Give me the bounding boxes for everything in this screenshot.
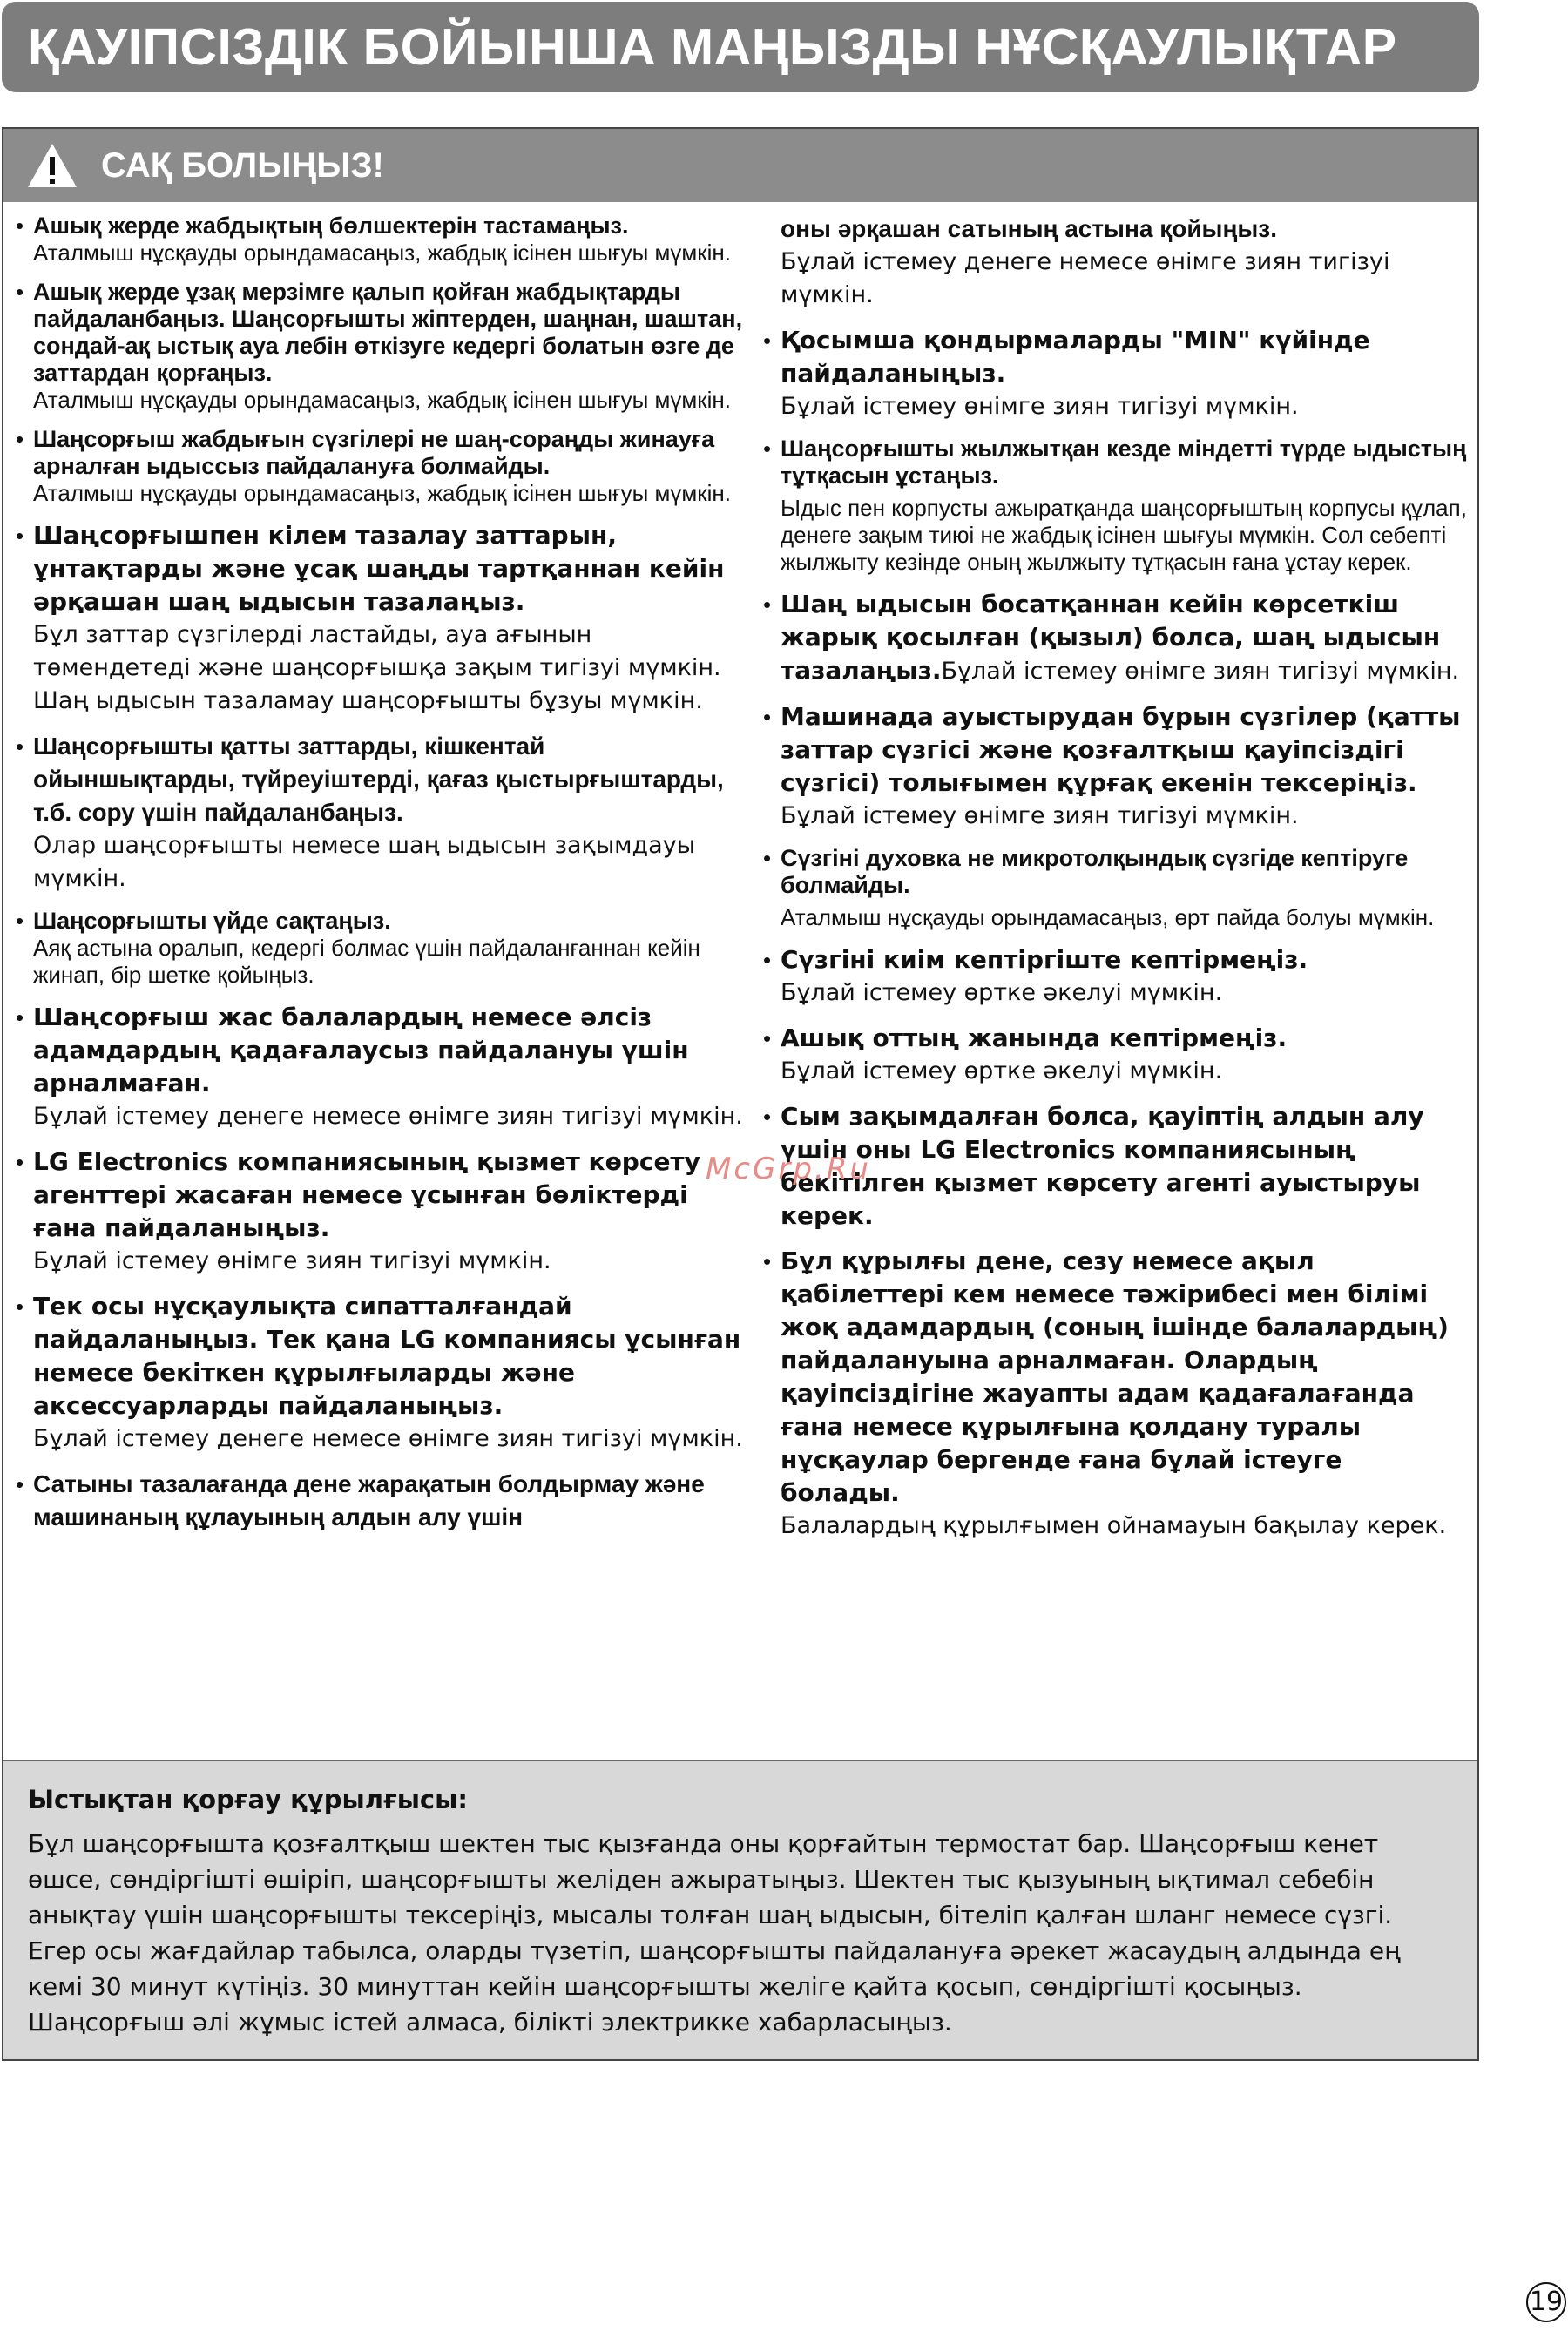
- list-item: [761, 845, 1467, 931]
- item-heading: • Шаңсорғышпен кілем тазалау заттарын, ұнтақтарды және ұсақ шаңды тартқаннан кейін әрқашан шаң ыдысын тазалаңыз.: [33, 521, 725, 616]
- item-body: Бұлай істемеу денеге немесе өнімге зиян тигізуі мүмкін.: [33, 1425, 743, 1452]
- item-heading: [781, 588, 1467, 688]
- item-body: Бұлай істемеу өртке әкелуі мүмкін.: [781, 1057, 1223, 1084]
- list-item: [14, 213, 746, 267]
- left-column: [14, 213, 746, 1546]
- thermal-protection-box: [3, 1760, 1477, 2059]
- list-item: [14, 1001, 746, 1133]
- item-body: Балалардың құрылғымен ойнамауын бақылау керек.: [781, 1512, 1447, 1539]
- item-heading: • Қосымша қондырмаларды "MIN" күйінде пайдаланыңыз.: [781, 326, 1370, 388]
- item-heading: • Шаңсорғыш жас балалардың немесе әлсіз адамдардың қадағалаусыз пайдалануы үшін арналмаған.: [33, 1003, 689, 1098]
- item-body: Ыдыс пен корпусты ажыратқанда шаңсорғыштың корпусы құлап, денеге зақым тиюі не жабдық ісінен шығуы мүмкін. Сол себепті жылжыту кезінде оның жылжыту тұтқасын ғана ұстау керек.: [781, 495, 1467, 575]
- list-item: [761, 1245, 1467, 1543]
- list-item: [761, 943, 1467, 1010]
- list-item: [761, 1022, 1467, 1088]
- warning-triangle-icon: [26, 141, 78, 190]
- list-item: [761, 700, 1467, 833]
- list-item: [14, 1145, 746, 1278]
- watermark: McGrp.Ru: [706, 1152, 871, 1186]
- item-heading: • Тек осы нұсқаулықта сипатталғандай пайдаланыңыз. Тек қана LG компаниясы ұсынған немесе бекіткен құрылғыларды және аксессуарларды пайдаланыңыз.: [33, 1292, 741, 1420]
- item-heading: • Шаңсорғышты қатты заттарды, кішкентай ойыншықтарды, түйреуіштерді, қағаз қыстырғыштарды, т.б. сору үшін пайдаланбаңыз.: [33, 733, 724, 826]
- item-body: Бұлай істемеу өнімге зиян тигізуі мүмкін.: [781, 802, 1299, 829]
- list-item: [761, 588, 1467, 688]
- page-title: ҚАУІПСІЗДІК БОЙЫНША МАҢЫЗДЫ НҰСҚАУЛЫҚТАР: [2, 2, 1479, 92]
- item-heading: • Бұл құрылғы дене, сезу немесе ақыл қабілеттері кем немесе тәжірибесі мен білімі жоқ адамдардың (соның ішінде балалардың) пайдалануына арналмаған. Олардың қауіпсіздігіне жауапты адам қадағалағанда ғана немесе құрылғына қолдану туралы нұсқаулар бергенде ғана бұлай істеуге болады.: [781, 1247, 1449, 1507]
- item-body: Бұл заттар сүзгілерді ластайды, ауа ағынын төмендетеді және шаңсорғышқа зақым тигізуі мүмкін. Шаң ыдысын тазаламау шаңсорғышты бұзуы мүмкін.: [33, 621, 721, 714]
- list-item: [761, 324, 1467, 423]
- item-heading: • Ашық жерде ұзақ мерзімге қалып қойған жабдықтарды пайдаланбаңыз. Шаңсорғышты жіптерден, шаңнан, шаштан, сондай-ақ ыстық ауа лебін өткізуге кедергі болатын өзге де заттардан қорғаңыз.: [33, 279, 743, 386]
- item-heading: • Сүзгіні духовка не микротолқындық сүзгіде кептіруге болмайды.: [781, 845, 1409, 898]
- item-body: Аяқ астына оралып, кедергі болмас үшін пайдаланғаннан кейін жинап, бір шетке қойыңыз.: [33, 935, 700, 988]
- list-item: [14, 908, 746, 989]
- item-body: Аталмыш нұсқауды орындамасаңыз, жабдық ісінен шығуы мүмкін.: [33, 387, 731, 413]
- item-heading-text: Шаң ыдысын босатқаннан кейін көрсеткіш жарық қосылған (қызыл) болса, шаң ыдысын тазалаңыз.: [781, 590, 1441, 685]
- item-heading: оны әрқашан сатының астына қойыңыз.: [781, 215, 1277, 242]
- list-item: [14, 1468, 746, 1534]
- item-body: Бұлай істемеу өнімге зиян тигізуі мүмкін.: [781, 393, 1299, 420]
- item-body: Бұлай істемеу өртке әкелуі мүмкін.: [781, 979, 1223, 1006]
- list-item: [14, 730, 746, 895]
- item-heading: • LG Electronics компаниясының қызмет көрсету агенттері жасаған немесе ұсынған бөліктерді ғана пайдаланыңыз.: [33, 1147, 700, 1242]
- list-item: [14, 426, 746, 507]
- list-item: [14, 1290, 746, 1456]
- thermal-protection-text: Бұл шаңсорғышта қозғалтқыш шектен тыс қызғанда оны қорғайтын термостат бар. Шаңсорғыш кенет өшсе, сөндіргішті өшіріп, шаңсорғышты желіден ажыратыңыз. Шектен тыс қызуының ықтимал себебін анықтау үшін шаңсорғышты тексеріңіз, мысалы толған шаң ыдысын, бітеліп қалған шланг немесе сүзгі. Егер осы жағдайлар табылса, оларды түзетіп, шаңсорғышты пайдалануға әрекет жасаудың алдында ең кемі 30 минут күтіңіз. 30 минуттан кейін шаңсорғышты желіге қайта қосып, сөндіргішті қосыңыз. Шаңсорғыш әлі жұмыс істей алмаса, білікті электрикке хабарласыңыз.: [28, 1829, 1401, 2037]
- item-heading: • Сатыны тазалағанда дене жарақатын болдырмау және машинаның құлауының алдын алу үшін: [33, 1470, 705, 1530]
- list-item: [761, 436, 1467, 576]
- item-body: Аталмыш нұсқауды орындамасаңыз, жабдық ісінен шығуы мүмкін.: [33, 480, 731, 506]
- item-heading: • Сым зақымдалған болса, қауіптің алдын алу үшін оны LG Electronics компаниясының бекітілген қызмет көрсету агенті ауыстыруы керек.: [781, 1102, 1424, 1230]
- item-heading: • Машинада ауыстырудан бұрын сүзгілер (қатты заттар сүзгісі және қозғалтқыш қауіпсіздігі сүзгісі) толығымен құрғақ екенін тексеріңіз.: [781, 702, 1461, 797]
- item-body: Бұлай істемеу өнімге зиян тигізуі мүмкін.: [33, 1247, 551, 1274]
- item-heading: • Ашық оттың жанында кептірмеңіз.: [781, 1024, 1288, 1052]
- item-body: Аталмыш нұсқауды орындамасаңыз, өрт пайда болуы мүмкін.: [781, 904, 1435, 930]
- caution-label: САҚ БОЛЫҢЫЗ!: [101, 146, 384, 185]
- list-item: [14, 519, 746, 718]
- item-heading: • Шаңсорғыш жабдығын сүзгілері не шаң-сораңды жинауға арналған ыдыссыз пайдалануға болмайды.: [33, 426, 715, 479]
- right-column: [761, 213, 1467, 1555]
- item-body: Бұлай істемеу өнімге зиян тигізуі мүмкін.: [941, 658, 1460, 685]
- item-body: Бұлай істемеу денеге немесе өнімге зиян тигізуі мүмкін.: [33, 1103, 743, 1130]
- item-heading: • Шаңсорғышты үйде сақтаңыз.: [33, 908, 391, 934]
- thermal-protection-title: Ыстықтан қорғау құрылғысы:: [28, 1785, 468, 1814]
- item-body: Олар шаңсорғышты немесе шаң ыдысын зақымдауы мүмкін.: [33, 832, 696, 892]
- list-item: [14, 279, 746, 414]
- caution-header: [3, 129, 1477, 202]
- caution-box: [2, 127, 1479, 2061]
- item-body: Аталмыш нұсқауды орындамасаңыз, жабдық ісінен шығуы мүмкін.: [33, 240, 731, 266]
- page-number: 19: [1526, 2282, 1566, 2322]
- item-heading: • Сүзгіні киім кептіргіште кептірмеңіз.: [781, 945, 1308, 974]
- item-body: Бұлай істемеу денеге немесе өнімге зиян тигізуі мүмкін.: [781, 248, 1390, 308]
- item-heading: • Ашық жерде жабдықтың бөлшектерін тастамаңыз.: [33, 213, 629, 239]
- item-heading: • Шаңсорғышты жылжытқан кезде міндетті түрде ыдыстың тұтқасын ұстаңыз.: [781, 436, 1467, 489]
- list-item: [761, 213, 1467, 312]
